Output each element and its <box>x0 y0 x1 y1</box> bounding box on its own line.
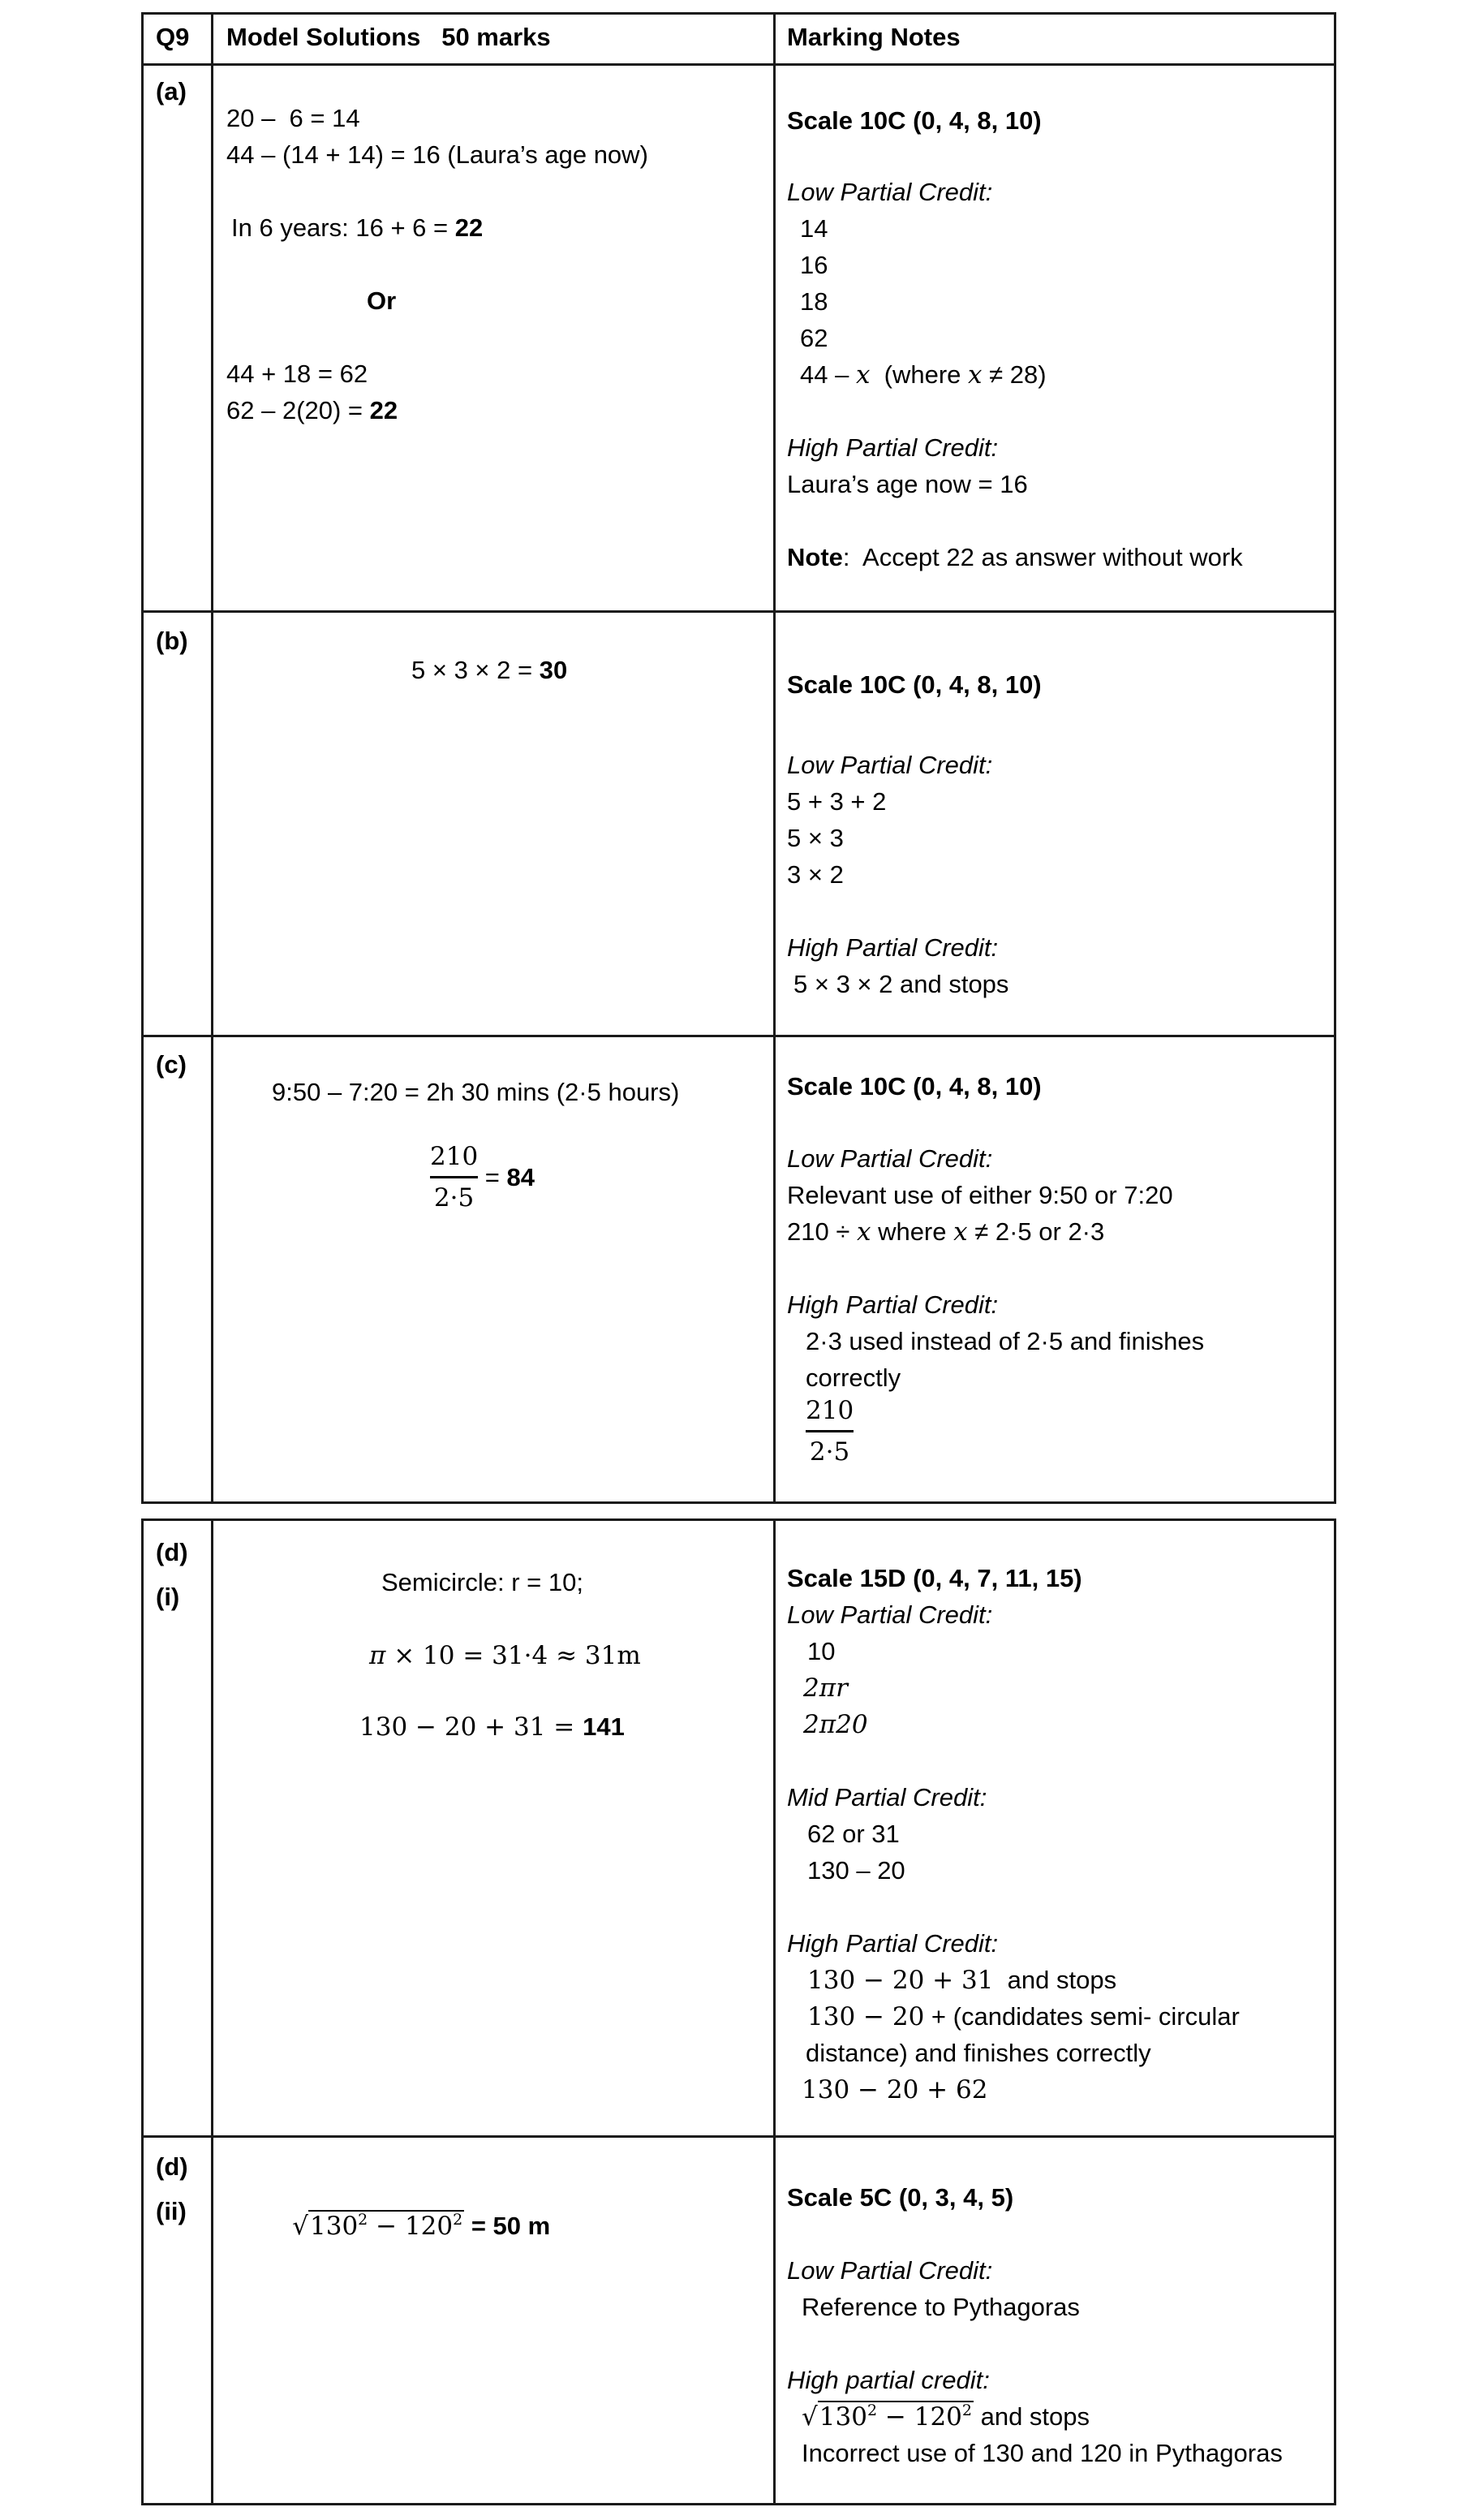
solution-line <box>359 1711 625 1743</box>
answer: 22 <box>454 213 484 242</box>
part-label-ii: (ii) <box>156 2197 187 2225</box>
solution-line <box>226 394 398 427</box>
high-credit-item-cont: distance) and finishes correctly <box>806 2039 1151 2067</box>
high-credit-item: Incorrect use of 130 and 120 in Pythagoras <box>802 2439 1283 2467</box>
column-divider <box>773 1521 776 2503</box>
solution-fraction-line <box>430 1140 535 1214</box>
fraction-bar <box>806 1430 854 1432</box>
exponent: 2 <box>358 2211 368 2229</box>
low-credit-item <box>787 1216 1104 1248</box>
part-label-d: (d) <box>156 2152 188 2181</box>
numerator: 210 <box>430 1142 479 1171</box>
low-credit-item <box>800 359 1047 391</box>
high-credit-item-cont: correctly <box>806 1363 901 1392</box>
low-credit-item: 10 <box>807 1637 836 1665</box>
mid-credit-item: 130 – 20 <box>807 1856 905 1885</box>
low-credit-item: 14 <box>800 214 828 243</box>
note-text: : Accept 22 as answer without work <box>842 543 1243 571</box>
solution-line: 44 + 18 = 62 <box>226 360 368 388</box>
part-label-c: (c) <box>156 1050 187 1079</box>
text: 210 ÷ <box>787 1217 857 1246</box>
high-credit-heading: High Partial Credit: <box>787 933 999 962</box>
answer: 22 <box>369 396 398 424</box>
exponent: 2 <box>867 2402 878 2419</box>
scale-heading: Scale 10C (0, 4, 8, 10) <box>787 670 1042 699</box>
exponent: 2 <box>453 2211 463 2229</box>
low-credit-heading: Low Partial Credit: <box>787 1600 993 1629</box>
text: 44 – <box>800 360 856 389</box>
math-text: 130 − 20 <box>807 2002 925 2031</box>
solution-line <box>369 1639 641 1672</box>
low-credit-item: Reference to Pythagoras <box>802 2293 1080 2321</box>
text: ≠ 28) <box>982 360 1047 389</box>
solution-text: In 6 years: 16 + 6 = <box>231 213 455 242</box>
low-credit-heading: Low Partial Credit: <box>787 2256 993 2285</box>
row-divider <box>144 1035 1334 1037</box>
solution-line: 9:50 – 7:20 = 2h 30 mins (2·5 hours) <box>272 1078 680 1106</box>
math-variable: x <box>855 360 871 390</box>
scale-heading: Scale 15D (0, 4, 7, 11, 15) <box>787 1564 1082 1592</box>
part-label-d: (d) <box>156 1538 188 1566</box>
answer: 141 <box>583 1712 625 1741</box>
low-credit-item: 5 + 3 + 2 <box>787 787 887 816</box>
low-credit-item: 62 <box>800 324 828 352</box>
solution-line: 44 – (14 + 14) = 16 (Laura’s age now) <box>226 140 648 169</box>
text: + (candidates semi- circular <box>924 2002 1240 2031</box>
low-credit-heading: Low Partial Credit: <box>787 1144 993 1173</box>
or-separator: Or <box>367 286 397 315</box>
solution-text: 62 – 2(20) = <box>226 396 370 424</box>
row-divider <box>144 2135 1334 2138</box>
high-credit-heading: High partial credit: <box>787 2366 990 2394</box>
math-text: 120 <box>914 2402 962 2432</box>
low-credit-item: 18 <box>800 287 828 316</box>
scale-heading: Scale 10C (0, 4, 8, 10) <box>787 1072 1042 1101</box>
low-credit-heading: Low Partial Credit: <box>787 178 993 206</box>
math-text: 130 − 20 + 31 <box>807 1966 994 1995</box>
high-credit-item: Laura’s age now = 16 <box>787 470 1028 498</box>
math-variable: x <box>856 1217 871 1247</box>
notes-column-heading: Marking Notes <box>787 23 961 51</box>
text: and stops <box>993 1966 1117 1994</box>
solution-text: 5 × 3 × 2 = <box>411 656 540 684</box>
math-text: 120 <box>404 2212 454 2241</box>
high-credit-fraction <box>806 1394 854 1468</box>
pi-symbol: π <box>369 1641 386 1670</box>
math-variable: x <box>953 1217 968 1247</box>
answer: 30 <box>539 656 568 684</box>
text: where <box>871 1217 954 1246</box>
mid-credit-heading: Mid Partial Credit: <box>787 1783 987 1811</box>
math-text: − <box>877 2402 914 2432</box>
fraction-bar <box>430 1176 478 1178</box>
high-credit-item: 2·3 used instead of 2·5 and finishes <box>806 1327 1205 1355</box>
solution-line <box>231 212 483 244</box>
text: (where <box>870 360 969 389</box>
solutions-column-heading: Model Solutions 50 marks <box>226 23 551 51</box>
high-credit-item <box>807 1964 1116 1997</box>
answer: = 50 m <box>464 2212 551 2240</box>
high-credit-item <box>807 2001 1240 2033</box>
part-label-b: (b) <box>156 627 188 655</box>
solution-line: Semicircle: r = 10; <box>381 1568 583 1596</box>
high-credit-item: 5 × 3 × 2 and stops <box>793 970 1009 998</box>
low-credit-item: 2π20 <box>803 1710 868 1739</box>
fraction <box>430 1140 478 1214</box>
low-credit-item: 16 <box>800 251 828 279</box>
row-divider <box>144 63 1334 66</box>
scale-heading: Scale 5C (0, 3, 4, 5) <box>787 2183 1014 2212</box>
text: ≠ 2·5 or 2·3 <box>967 1217 1105 1246</box>
mid-credit-item: 62 or 31 <box>807 1820 900 1848</box>
part-label-i: (i) <box>156 1583 180 1611</box>
row-divider <box>144 610 1334 613</box>
math-text: 130 − 20 + 31 = <box>359 1712 583 1742</box>
part-label-a: (a) <box>156 77 187 106</box>
radicand <box>818 2401 974 2432</box>
low-credit-item: 3 × 2 <box>787 860 844 889</box>
solution-b <box>411 654 567 687</box>
low-credit-item: 5 × 3 <box>787 824 844 852</box>
column-divider <box>773 15 776 1501</box>
radicand <box>308 2210 464 2241</box>
high-credit-heading: High Partial Credit: <box>787 1929 999 1958</box>
high-credit-heading: High Partial Credit: <box>787 433 999 462</box>
note-label: Note <box>787 543 843 571</box>
exponent: 2 <box>961 2402 972 2419</box>
scale-heading: Scale 10C (0, 4, 8, 10) <box>787 106 1042 135</box>
denominator: 2·5 <box>809 1437 850 1467</box>
math-variable: x <box>968 360 983 390</box>
low-credit-heading: Low Partial Credit: <box>787 751 993 779</box>
square-root-expression: $√130^2 - 120^2$ <box>802 2402 972 2432</box>
solution-sqrt-line <box>278 2178 550 2242</box>
denominator: 2·5 <box>433 1183 475 1213</box>
high-credit-item <box>802 2401 1090 2433</box>
high-credit-heading: High Partial Credit: <box>787 1290 999 1319</box>
math-text: 130 <box>310 2212 359 2241</box>
low-credit-item: 2πr <box>803 1674 848 1703</box>
question-number: Q9 <box>156 23 190 51</box>
numerator: 210 <box>806 1396 854 1425</box>
column-divider <box>211 15 213 1501</box>
math-text: − <box>368 2212 405 2241</box>
math-text: 130 <box>819 2402 867 2432</box>
answer: 84 <box>506 1162 535 1191</box>
column-divider <box>211 1521 213 2503</box>
note <box>787 541 1243 574</box>
solution-line: 20 – 6 = 14 <box>226 104 360 132</box>
text: and stops <box>973 2402 1090 2431</box>
math-text: × 10 = 31·4 ≈ 31m <box>385 1641 641 1670</box>
equals: = <box>478 1162 507 1191</box>
high-credit-item: 130 − 20 + 62 <box>802 2075 988 2104</box>
low-credit-item: Relevant use of either 9:50 or 7:20 <box>787 1181 1173 1209</box>
square-root-expression: $√130^2 - 120^2$ <box>292 2211 463 2241</box>
